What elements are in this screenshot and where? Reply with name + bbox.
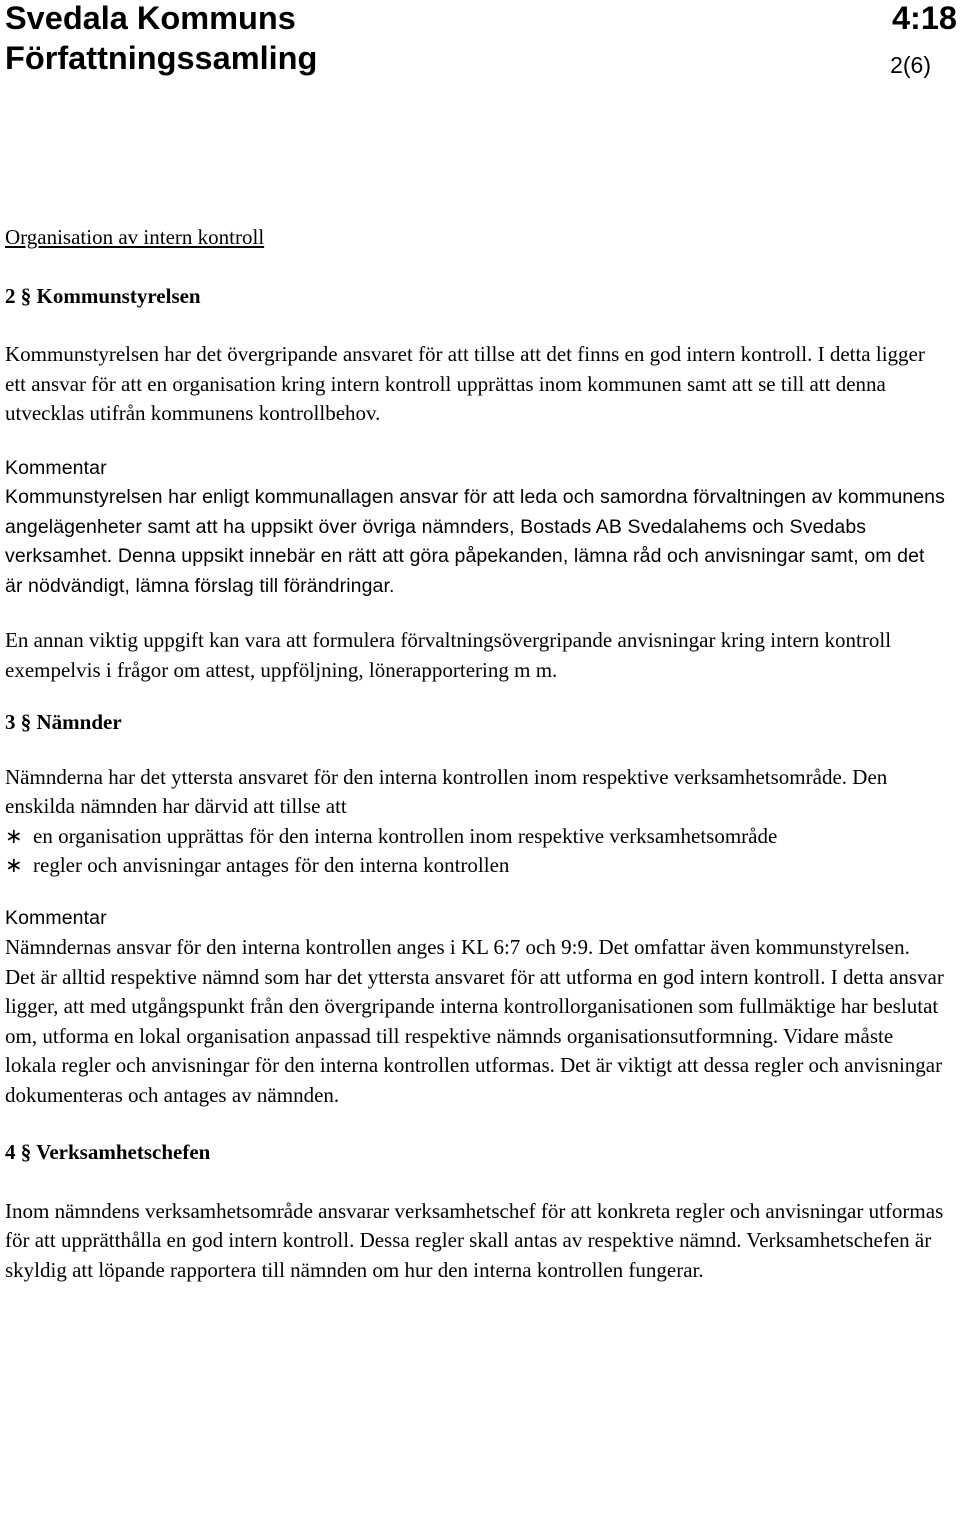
asterisk-bullet-icon: ∗	[5, 853, 23, 877]
comment-text: Kommunstyrelsen har enligt kommunallagen ansvar för att leda och samordna förvaltningen av kommunens angelägenheter samt att ha uppsikt över övriga nämnders, Bostads AB Svedalahems och Svedabs verksamhet. Denna uppsikt innebär en rätt att göra påpekanden, lämna råd och anvisningar samt, om det är nödvändigt, lämna förslag till förändringar.	[5, 486, 945, 597]
organization-name	[5, 0, 317, 78]
paragraph-2-text: Kommunstyrelsen har det övergripande ansvaret för att tillse att det finns en god intern kontroll. I detta ligger ett ansvar för att en organisation kring intern kontroll upprättas inom kommunen samt att se till att denna utvecklas utifrån kommunens kontrollbehov.	[5, 342, 925, 425]
document-number: 4:18	[891, 0, 957, 36]
list-item	[5, 851, 945, 881]
document-header	[5, 0, 957, 90]
paragraph-2-heading: 2 § Kommunstyrelsen	[5, 283, 201, 308]
document-body	[5, 223, 945, 1285]
comment-label: Kommentar	[5, 906, 107, 929]
comment-text: Nämndernas ansvar för den interna kontrollen anges i KL 6:7 och 9:9. Det omfattar även kommunstyrelsen. Det är alltid respektive nämnd som har det yttersta ansvaret för att utforma en god intern kontroll. I detta ansvar ligger, att med utgångspunkt från den övergripande interna kontrollorganisationen som fullmäktige har beslutat om, utforma en lokal organisation anpassad till respektive nämnds organisationsutformning. Vidare måste lokala regler och anvisningar för den interna kontrollen utformas. Det är viktigt att dessa regler och anvisningar dokumenteras och antages av nämnden.	[5, 935, 944, 1107]
paragraph-4-text: Inom nämndens verksamhetsområde ansvarar verksamhetschef för att konkreta regler och anvisningar utformas för att upprätthålla en god intern kontroll. Dessa regler skall antas av respektive nämnd. Verksamhetschefen är skyldig att löpande rapportera till nämnden om hur den interna kontrollen fungerar.	[5, 1198, 944, 1282]
organization-name-line-1: Svedala Kommuns	[5, 0, 296, 36]
paragraph-3-text: Nämnderna har det yttersta ansvaret för den interna kontrollen inom respektive verksamhetsområde. Den enskilda nämnden har därvid att tillse att	[5, 764, 888, 818]
paragraph-3-list	[5, 822, 945, 881]
paragraph-2-text-continued: En annan viktig uppgift kan vara att formulera förvaltningsövergripande anvisningar kring intern kontroll exempelvis i frågor om attest, uppföljning, lönerapportering m m.	[5, 628, 892, 682]
list-item-text: en organisation upprättas för den interna kontrollen inom respektive verksamhetsområde	[33, 823, 778, 848]
organization-name-line-2: Författningssamling	[5, 40, 318, 76]
asterisk-bullet-icon: ∗	[5, 823, 23, 848]
section-title: Organisation av intern kontroll	[5, 225, 265, 249]
comment-label: Kommentar	[5, 456, 107, 479]
list-item-text: regler och anvisningar antages för den interna kontrollen	[33, 853, 510, 877]
list-item	[5, 822, 945, 852]
paragraph-4-heading: 4 § Verksamhetschefen	[5, 1140, 211, 1164]
paragraph-3-heading: 3 § Nämnder	[5, 710, 122, 734]
page-number: 2(6)	[890, 52, 931, 78]
